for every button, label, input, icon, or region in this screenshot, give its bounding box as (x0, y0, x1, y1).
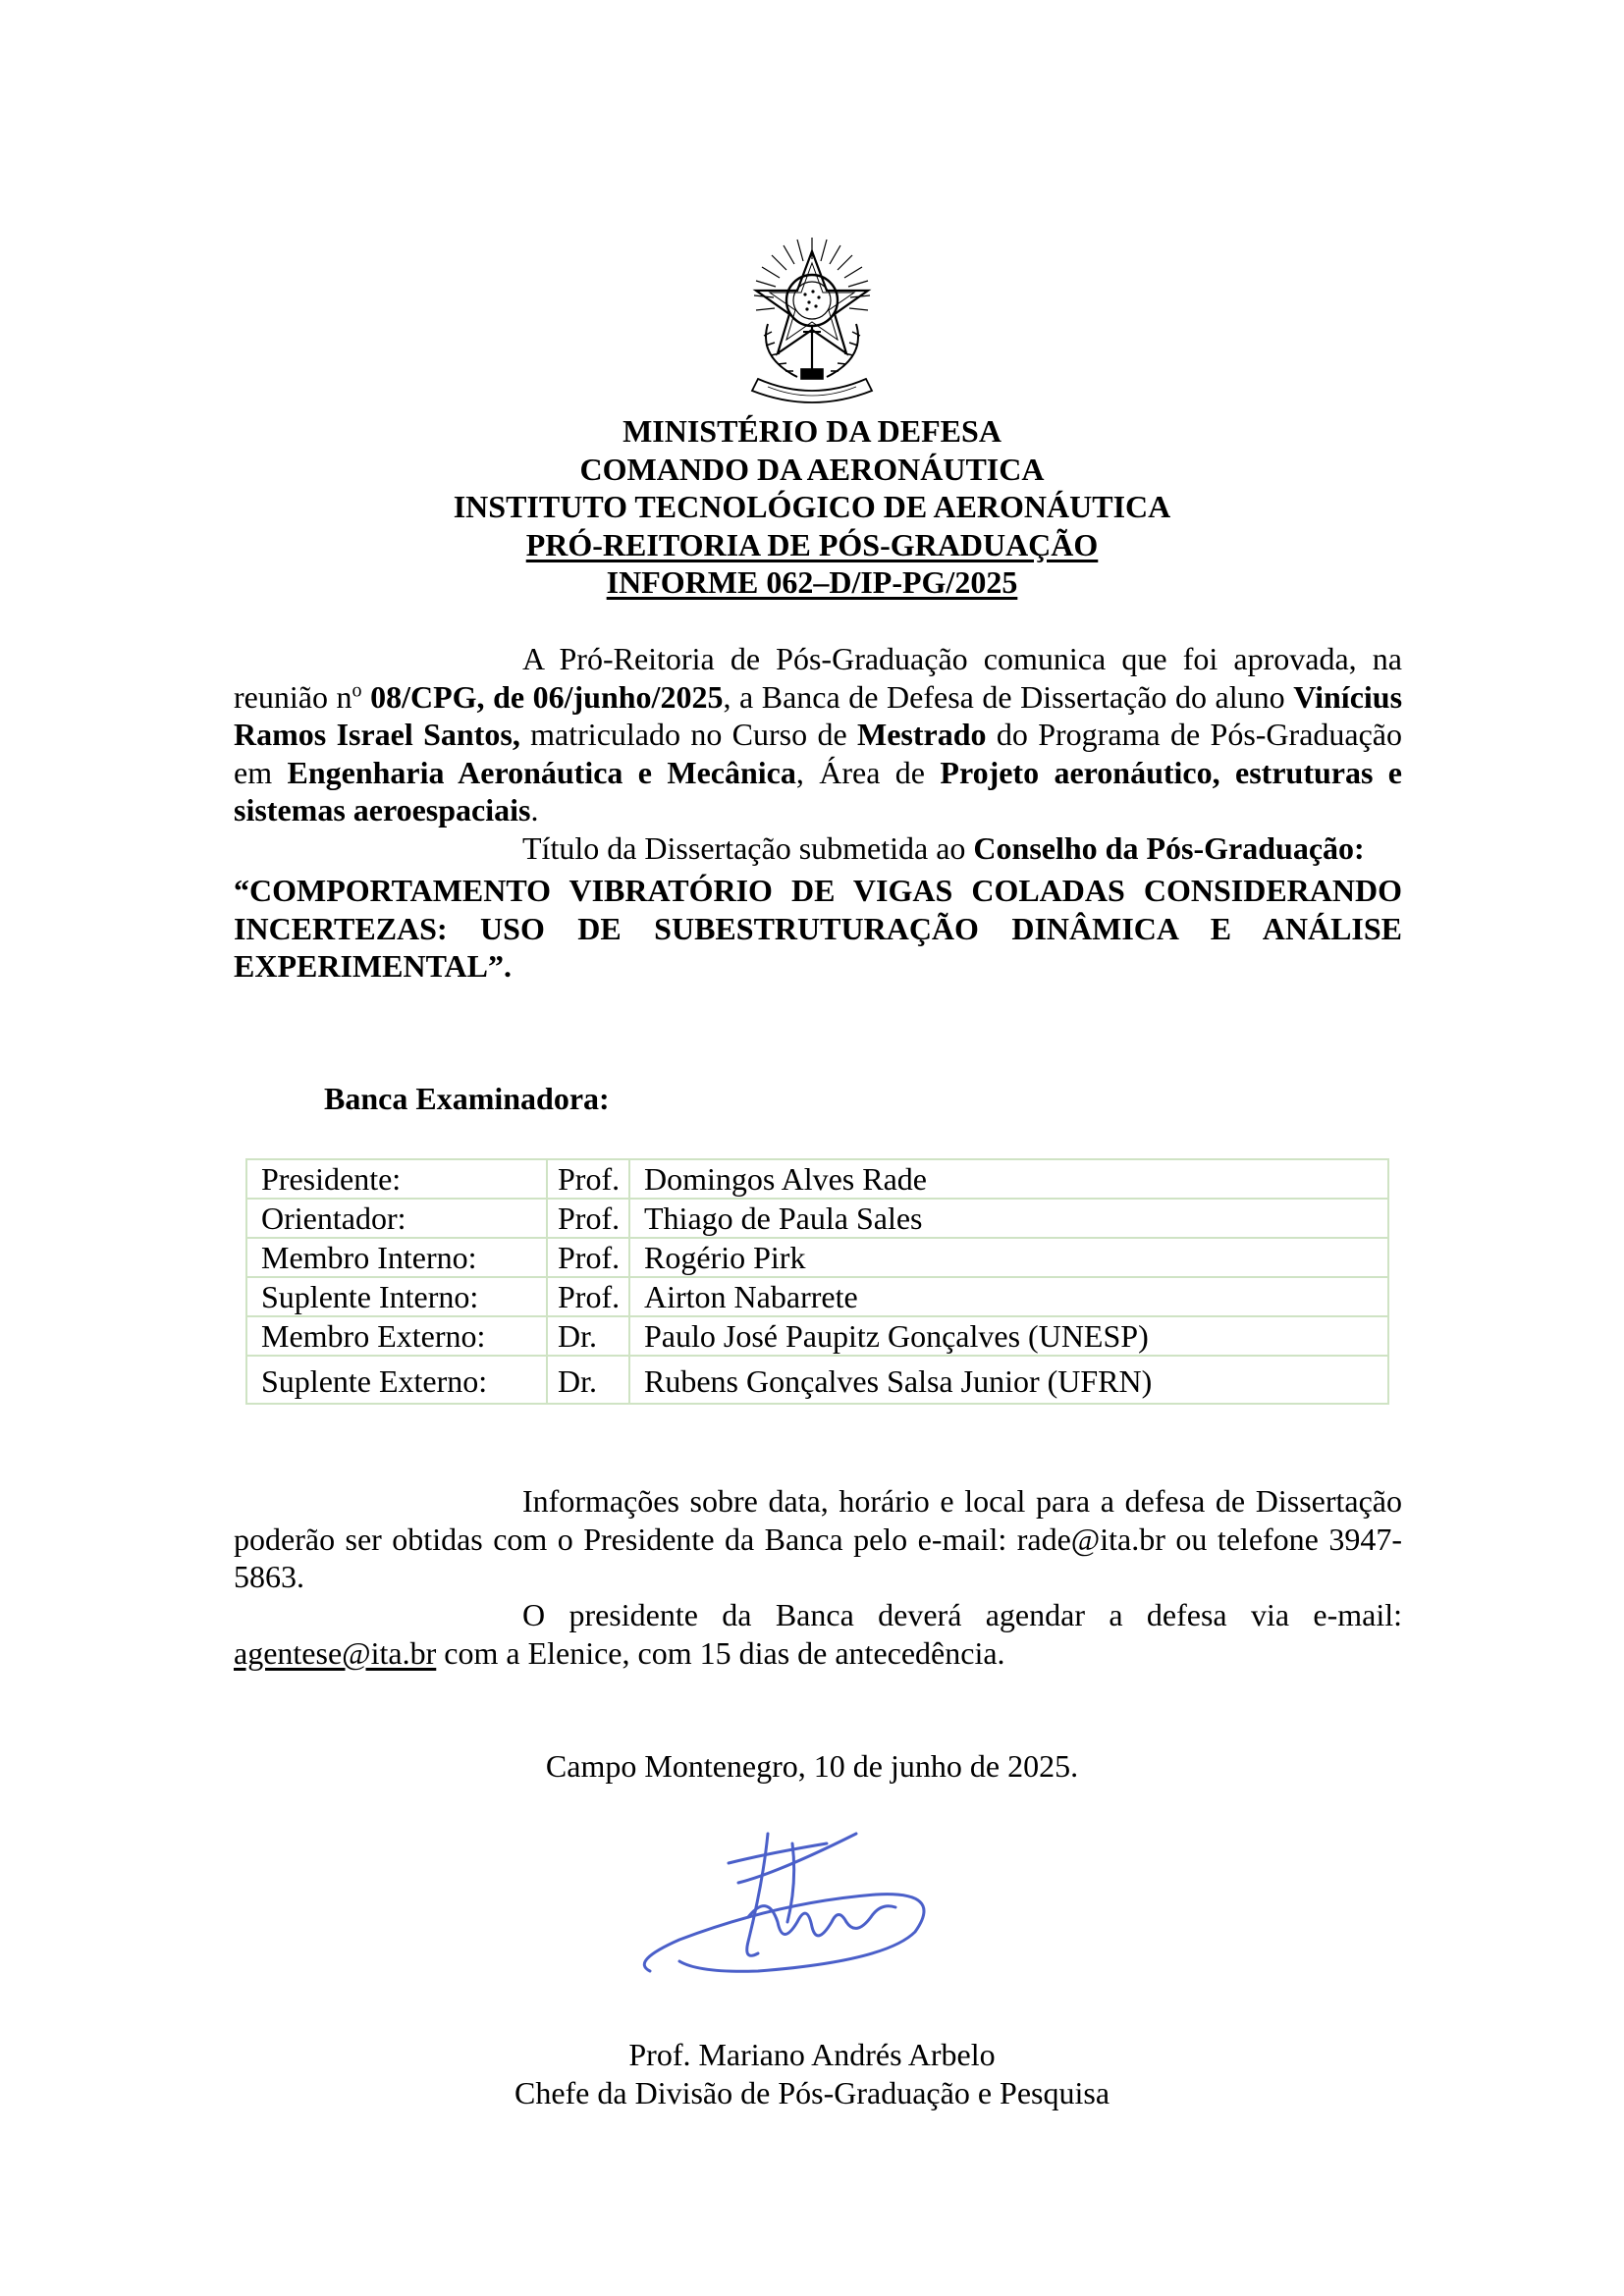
intro-superscript: o (352, 678, 362, 701)
board-role: Presidente: (246, 1159, 547, 1199)
intro-text-5: do Programa de Pós-Graduação em (234, 717, 1402, 790)
meeting-reference: 08/CPG, de 06/junho/2025 (370, 678, 724, 715)
board-row (246, 1316, 1388, 1356)
signer-name: Prof. Mariano Andrés Arbelo (628, 2037, 996, 2072)
dissertation-title: “COMPORTAMENTO VIBRATÓRIO DE VIGAS COLADAS CONSIDERANDO INCERTEZAS: USO DE SUBESTRUTURAÇÃO DINÂMICA E ANÁLISE EXPERIMENTAL”. (234, 873, 1402, 984)
intro-text-6: , Área de (795, 754, 941, 790)
title-intro-text: Título da Dissertação submetida ao (522, 829, 974, 866)
course-level: Mestrado (857, 717, 987, 752)
board-title: Dr. (547, 1316, 629, 1356)
board-label: Banca Examinadora: (324, 1081, 610, 1116)
command-name: COMANDO DA AERONÁUTICA (579, 451, 1045, 487)
board-row (246, 1238, 1388, 1277)
handwritten-signature (621, 1824, 1013, 2001)
board-member-name: Paulo José Paupitz Gonçalves (UNESP) (629, 1316, 1388, 1356)
schedule-text-1: O presidente da Banca deverá agendar a defesa via e-mail: (522, 1597, 1402, 1632)
board-row (246, 1159, 1388, 1199)
coat-of-arms-icon (729, 230, 895, 416)
board-row (246, 1356, 1388, 1404)
document-header (0, 412, 1624, 602)
schedule-paragraph (234, 1596, 1402, 1672)
intro-text-2 (362, 679, 371, 715)
board-role: Suplente Externo: (246, 1356, 547, 1404)
board-table (245, 1158, 1389, 1405)
signer-role: Chefe da Divisão de Pós-Graduação e Pesquisa (514, 2074, 1110, 2110)
ministry-name: MINISTÉRIO DA DEFESA (623, 413, 1001, 449)
institute-name: INSTITUTO TECNOLÓGICO DE AERONÁUTICA (453, 489, 1171, 524)
intro-text-3: , a Banca de Defesa de Dissertação do aluno (723, 678, 1294, 715)
board-member-name: Airton Nabarrete (629, 1277, 1388, 1316)
council-name: Conselho da Pós-Graduação: (973, 829, 1365, 866)
schedule-text-2: com a Elenice, com 15 dias de antecedência. (436, 1634, 1005, 1671)
intro-text-1: A Pró-Reitoria de Pós-Graduação comunica que foi aprovada, na reunião n (234, 641, 1402, 715)
info-paragraph: Informações sobre data, horário e local para a defesa de Dissertação poderão ser obtidas com o Presidente da Banca pelo e-mail: rade@ita.br ou telefone 3947-5863. (234, 1483, 1402, 1594)
board-row (246, 1199, 1388, 1238)
board-member-name: Rogério Pirk (629, 1238, 1388, 1277)
program-name: Engenharia Aeronáutica e Mecânica (287, 754, 796, 790)
place-date: Campo Montenegro, 10 de junho de 2025. (545, 1748, 1079, 1784)
board-title: Prof. (547, 1199, 629, 1238)
board-title: Prof. (547, 1238, 629, 1277)
board-role: Orientador: (246, 1199, 547, 1238)
informe-number: INFORME 062–D/IP-PG/2025 (606, 564, 1018, 600)
board-title: Prof. (547, 1277, 629, 1316)
board-row (246, 1277, 1388, 1316)
board-role: Membro Externo: (246, 1316, 547, 1356)
signer-block (0, 2036, 1624, 2111)
board-member-name: Domingos Alves Rade (629, 1159, 1388, 1199)
board-role: Suplente Interno: (246, 1277, 547, 1316)
intro-text-7: . (530, 792, 539, 828)
board-member-name: Rubens Gonçalves Salsa Junior (UFRN) (629, 1356, 1388, 1404)
intro-text-4: matriculado no Curso de (519, 717, 858, 752)
department-name: PRÓ-REITORIA DE PÓS-GRADUAÇÃO (525, 526, 1099, 562)
board-title: Prof. (547, 1159, 629, 1199)
intro-paragraph (234, 640, 1402, 867)
student-name: Vinícius Ramos Israel Santos, (234, 678, 1403, 752)
area-name: Projeto aeronáutico, estruturas e sistemas aeroespaciais (234, 754, 1403, 828)
board-title: Dr. (547, 1356, 629, 1404)
board-role: Membro Interno: (246, 1238, 547, 1277)
agentese-email-link[interactable]: agentese@ita.br (234, 1634, 437, 1671)
board-member-name: Thiago de Paula Sales (629, 1199, 1388, 1238)
